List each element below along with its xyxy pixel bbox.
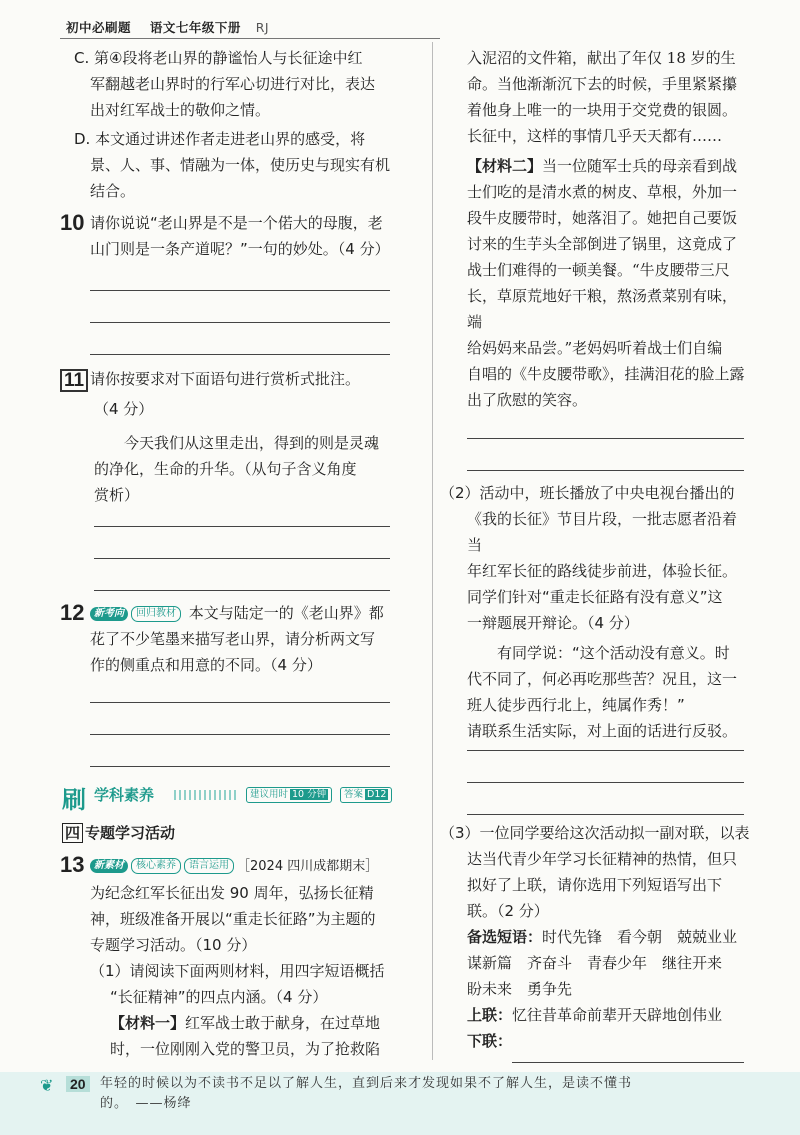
quote-line: 代不同了，何必再吃那些苦？况且，这一 [467, 670, 738, 688]
footer-quote [100, 1074, 780, 1114]
subquestion-1: （1）请阅读下面两则材料，用四字短语概括 [90, 962, 385, 980]
question-number: 12 [60, 600, 85, 625]
question-text: 一辩题展开辩论。（4 分） [467, 614, 639, 632]
question-text: 请你说说“老山界是不是一个偌大的母腹，老 [90, 214, 383, 232]
material-2 [467, 153, 749, 413]
phrases-label: 备选短语： [467, 928, 543, 946]
suggested-time-badge [246, 787, 332, 803]
page-footer [0, 1072, 800, 1135]
answer-line[interactable] [467, 814, 744, 815]
answer-line[interactable] [467, 782, 744, 783]
upper-couplet: 忆往昔革命前辈开天辟地创伟业 [512, 1006, 723, 1024]
new-direction-badge: 新考向 [90, 607, 128, 621]
answer-line[interactable] [467, 438, 744, 439]
book-title: 初中必刷题 [66, 20, 132, 35]
material-text: 入泥沼的文件箱，献出了年仅 18 岁的生 [467, 49, 736, 67]
answer-ref-badge [340, 787, 392, 803]
question-number: 13 [60, 852, 85, 877]
answer-line[interactable] [90, 354, 390, 355]
material-text: 命。当他渐渐沉下去的时候，手里紧紧攥 [467, 75, 738, 93]
language-use-badge: 语言运用 [184, 858, 234, 874]
answer-line[interactable] [467, 470, 744, 471]
material-text: 战士们难得的一顿美餐。“牛皮腰带三尺 [467, 261, 730, 279]
question-text: 联。（2 分） [467, 902, 549, 920]
option-c [74, 45, 404, 123]
option-c-line: 军翻越老山界时的行军心切进行对比，表达 [90, 75, 376, 93]
option-d-line: D. 本文通过讲述作者走进老山界的感受，将 [74, 130, 366, 148]
material-text: 时，一位刚刚入党的警卫员，为了抢救陷 [110, 1040, 381, 1058]
quote-line: 赏析） [94, 486, 140, 504]
material-text: 着他身上唯一的一块用于交党费的银圆。 [467, 101, 738, 119]
answer-line[interactable] [90, 322, 390, 323]
question-text: 神，班级准备开展以“重走长征路”为主题的 [90, 910, 376, 928]
question-text: 本文与陆定一的《老山界》都 [188, 604, 384, 622]
question-text: 专题学习活动。（10 分） [90, 936, 257, 954]
quote-line: 今天我们从这里走出，得到的则是灵魂 [124, 434, 380, 452]
material-2-label: 【材料二】 [467, 157, 543, 175]
section-mark: 刷 [62, 785, 86, 814]
question-source: ［2024 四川成都期末］ [237, 859, 379, 874]
question-text: 同学们针对“重走长征路有没有意义”这 [467, 588, 723, 606]
lower-couplet-label: 下联： [467, 1032, 513, 1050]
phrase-list: 谋新篇 齐奋斗 青春少年 继往开来 [467, 954, 723, 972]
book-subject: 语文七年级下册 [149, 20, 241, 35]
textbook-badge: 回归教材 [131, 606, 181, 622]
section-heading [62, 822, 175, 843]
decorative-stripes [174, 790, 238, 800]
header-rule [60, 38, 440, 39]
answer-line[interactable] [94, 590, 390, 591]
time-value: 10 分钟 [292, 789, 327, 800]
question-text: 《我的长征》节目片段，一批志愿者沿着当 [467, 510, 738, 554]
question-number: 11 [60, 369, 88, 392]
upper-couplet-label: 上联： [467, 1006, 513, 1024]
time-label: 建议用时 [250, 789, 289, 800]
answer-label: 答案 [344, 789, 364, 800]
material-text: 出了欣慰的笑容。 [467, 391, 588, 409]
phrase-list: 时代先锋 看今朝 兢兢业业 [542, 928, 738, 946]
quote-line: 的净化，生命的升华。（从句子含义角度 [94, 460, 357, 478]
option-d-line: 景、人、事、情融为一体，使历史与现实有机 [90, 156, 391, 174]
question-text: 山门则是一条产道呢？”一句的妙处。（4 分） [90, 240, 390, 258]
lower-couplet-answer-line[interactable] [512, 1062, 744, 1063]
answer-line[interactable] [94, 526, 390, 527]
section-title: 学科素养 [94, 786, 155, 804]
subquestion-3 [440, 820, 750, 1054]
question-text: 为纪念红军长征出发 90 周年，弘扬长征精 [90, 884, 374, 902]
answer-line[interactable] [90, 734, 390, 735]
answer-page: D12 [367, 789, 387, 800]
quote-line: 班人徒步西行北上，纯属作秀！” [467, 696, 685, 714]
quote-line: 有同学说：“这个活动没有意义。时 [497, 644, 730, 662]
option-d-line: 结合。 [90, 182, 136, 200]
quote-line: 的。 ——杨绛 [100, 1096, 192, 1111]
column-divider [432, 42, 433, 1060]
material-text: 给妈妈来品尝。”老妈妈听着战士们自编 [467, 339, 723, 357]
running-header [66, 18, 269, 36]
section-number: 四 [62, 823, 83, 843]
section-name: 专题学习活动 [85, 824, 176, 842]
material-text: 当一位随军士兵的母亲看到战 [542, 157, 738, 175]
answer-line[interactable] [90, 702, 390, 703]
section-banner [62, 782, 398, 814]
material-text: 红军战士敢于献身，在过草地 [185, 1014, 381, 1032]
question-text: 花了不少笔墨来描写老山界，请分析两文写 [90, 630, 376, 648]
material-text: 自唱的《牛皮腰带歌》，挂满泪花的脸上露 [467, 365, 745, 383]
material-1-label: 【材料一】 [110, 1014, 186, 1032]
book-edition: RJ [255, 20, 270, 35]
phrase-list: 盼未来 勇争先 [467, 980, 573, 998]
material-text: 长，草原荒地好干粮，熬汤煮菜别有味，端 [467, 287, 738, 331]
core-literacy-badge: 核心素养 [131, 858, 181, 874]
question-text: 作的侧重点和用意的不同。（4 分） [90, 656, 322, 674]
material-text: 段牛皮腰带时，她落泪了。她把自己要饭 [467, 209, 738, 227]
option-c-line: C. 第④段将老山界的静谧怡人与长征途中红 [74, 49, 363, 67]
question-points: （4 分） [94, 400, 154, 418]
question-text: 达当代青少年学习长征精神的热情，但只 [467, 850, 738, 868]
option-d [74, 126, 404, 204]
question-text: （2）活动中，班长播放了中央电视台播出的 [440, 484, 735, 502]
quoted-sentence [94, 430, 394, 508]
material-1-continued [467, 45, 749, 149]
leaf-icon: ❦ [40, 1076, 54, 1095]
question-number: 10 [60, 210, 85, 235]
answer-line[interactable] [90, 290, 390, 291]
page-number: 20 [66, 1076, 90, 1092]
question-text: 年红军长征的路线徒步前进，体验长征。 [467, 562, 738, 580]
answer-line[interactable] [467, 750, 744, 751]
quote-line: 年轻的时候以为不读书不足以了解人生，直到后来才发现如果不了解人生，是读不懂书 [100, 1076, 633, 1091]
material-text: 讨来的生芋头全部倒进了锅里，这竟成了 [467, 235, 738, 253]
material-text: 士们吃的是清水煮的树皮、草根，外加一 [467, 183, 738, 201]
question-prompt: 请联系生活实际，对上面的话进行反驳。 [467, 722, 738, 740]
option-c-line: 出对红军战士的敬仰之情。 [90, 101, 271, 119]
question-text: 拟好了上联，请你选用下列短语写出下 [467, 876, 723, 894]
new-material-badge: 新素材 [90, 859, 128, 873]
question-text: 请你按要求对下面语句进行赏析式批注。 [90, 370, 361, 388]
question-text: （3）一位同学要给这次活动拟一副对联，以表 [440, 824, 750, 842]
material-text: 长征中，这样的事情几乎天天都有…… [467, 127, 723, 145]
answer-line[interactable] [90, 766, 390, 767]
subquestion-1: “长征精神”的四点内涵。（4 分） [110, 988, 328, 1006]
answer-line[interactable] [94, 558, 390, 559]
subquestion-2 [440, 480, 750, 744]
